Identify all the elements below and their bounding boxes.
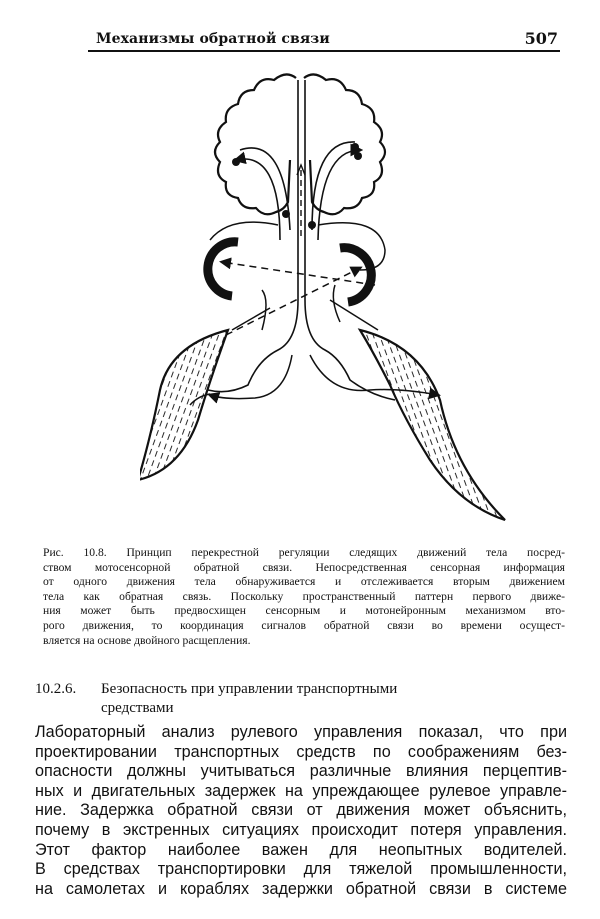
body-line: Этот фактор наиболее важен для неопытных водителей. xyxy=(35,840,567,859)
left-receptor-icon xyxy=(208,242,238,296)
figure-10-8 xyxy=(140,65,540,535)
body-line: В средствах транспортировки для тяжелой промышленности, xyxy=(35,860,567,879)
caption-line: от одного движения тела обнаруживается и отслеживается вторым движением xyxy=(43,575,565,589)
section-heading xyxy=(35,680,461,718)
body-line: опасности должны учитываться различные влияния перцептив- xyxy=(35,762,567,781)
brain-muscle-feedback-diagram xyxy=(140,65,540,535)
caption-line: тела как обратная связь. Поскольку пространственный паттерн первого движе- xyxy=(43,589,565,603)
body-line: почему в экстренных ситуациях происходит потеря управления. xyxy=(35,820,567,839)
left-muscle-icon xyxy=(140,330,228,480)
caption-line: вляется на основе двойного расщепления. xyxy=(43,633,251,647)
right-muscle-icon xyxy=(360,330,505,520)
figure-caption xyxy=(43,546,565,648)
brain-icon xyxy=(208,74,395,400)
page-header xyxy=(88,28,560,52)
running-title: Механизмы обратной связи xyxy=(96,31,330,47)
section-number: 10.2.6. xyxy=(35,681,77,697)
page-number: 507 xyxy=(524,29,558,48)
caption-line: ством мотосенсорной обратной связи. Непосредственная сенсорная информация xyxy=(43,560,565,574)
section-title-line1: Безопасность при управлении транспортными xyxy=(101,681,398,697)
body-line: проектировании транспортных средств по соображениям без- xyxy=(35,742,567,761)
body-line: Лабораторный анализ рулевого управления показал, что при xyxy=(35,723,567,741)
body-line: на самолетах и кораблях задержки обратной связи в системе xyxy=(35,879,567,898)
caption-line: Рис. 10.8. Принцип перекрестной регуляции следящих движений тела посред- xyxy=(43,546,565,559)
body-line: ных и двигательных задержек на упреждающее рулевое управле- xyxy=(35,781,567,800)
body-line: ние. Задержка обратной связи от движения может объяснить, xyxy=(35,801,567,820)
caption-line: ния может быть предвосхищен сенсорным и мотонейронным механизмом вто- xyxy=(43,604,565,618)
body-paragraph xyxy=(35,723,567,899)
caption-line: рого движения, то координация сигналов обратной связи во времени осущест- xyxy=(43,618,565,632)
section-title xyxy=(101,680,461,718)
section-title-line2: средствами xyxy=(101,700,174,716)
